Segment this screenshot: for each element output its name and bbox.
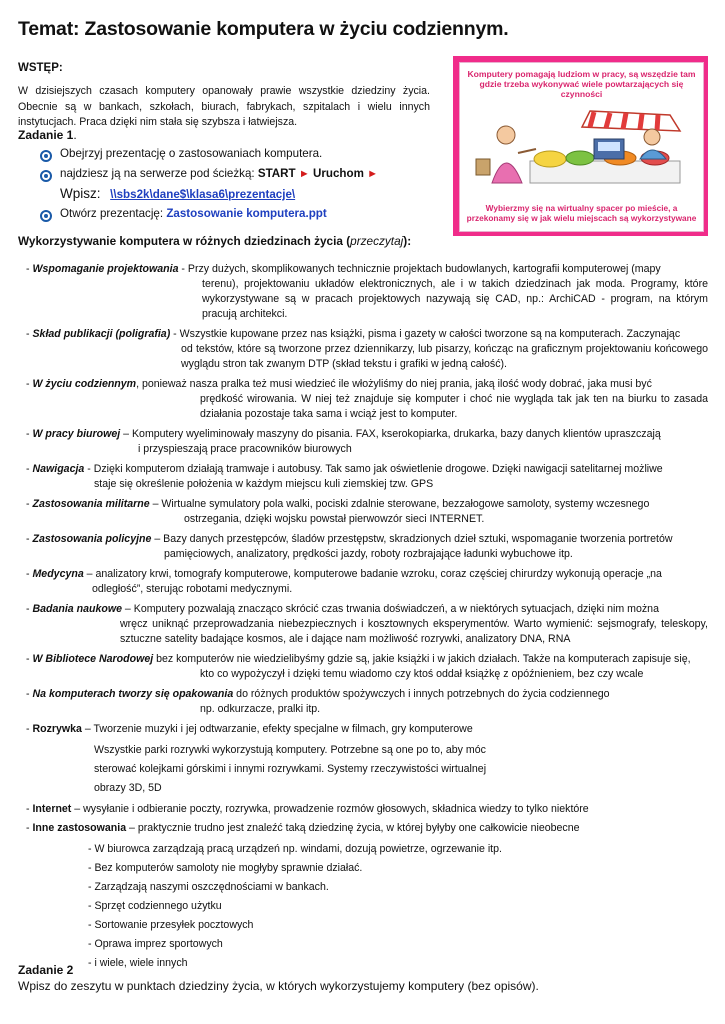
task2-text: Wpisz do zeszytu w punktach dziedziny życia, w których wykorzystujemy komputery (bez opisów). <box>18 979 539 993</box>
task2-title: Zadanie 2 <box>18 963 74 977</box>
list-item <box>26 497 708 527</box>
list-item-term: Zastosowania policyjne <box>32 533 152 545</box>
list-item-term: W Bibliotece Narodowej <box>32 653 154 665</box>
list-item-description: od tekstów, które są tworzone przez dziennikarzy, lub pisarzy, kończąc na graficznym projektowaniu końcowego wyglądu stron tak zwanym DTP (skład tekstu i grafiki w jedną całość). <box>181 343 708 370</box>
server-path-link[interactable]: \\sbs2k\dane$\klasa6\prezentacje\ <box>110 188 296 201</box>
applications-list <box>26 262 708 973</box>
list-item <box>26 427 708 457</box>
list-item <box>26 462 708 492</box>
page-title: Temat: Zastosowanie komputera w życiu codziennym. <box>18 18 509 40</box>
start-label: START <box>257 167 296 180</box>
list-item-rozrywka: - Rozrywka – Tworzenie muzyki i jej odtwarzanie, efekty specjalne w filmach, gry komputerowe <box>26 723 473 735</box>
list-item-term: W życiu codziennym <box>32 378 137 390</box>
list-item-term: Badania naukowe <box>32 603 122 615</box>
list-item-first-line: - Zastosowania militarne – Wirtualne symulatory pola walki, pociski zdalnie sterowane, bezzałogowe samoloty, systemy wczesnego <box>26 498 650 510</box>
list-item-description: wręcz uniknąć przeprowadzania niebezpiecznych i kosztownych eksperymentów. Warto wymienić: sejsmografy, teleskopy, sztuczne satelity badające kosmos, ale i dające nam możliwość rozrywki, analizatory DNA, RNA <box>120 618 708 645</box>
arrow-right-icon: ► <box>298 168 310 180</box>
section-heading: Wykorzystywanie komputera w różnych dziedzinach życia (przeczytaj): <box>18 234 412 248</box>
illustration-card <box>453 56 708 236</box>
list-item-inne: - Inne zastosowania – praktycznie trudno jest znaleźć taką dziedzinę życia, w której byłyby one całkowicie nieobecne <box>26 822 580 834</box>
task1-title: Zadanie 1. <box>18 128 77 142</box>
list-item-term: Rozrywka <box>32 723 82 735</box>
sub-list-item: - Zarządzają naszymi oszczędnościami w bankach. <box>88 881 329 893</box>
list-item <box>26 602 708 647</box>
intro-heading: WSTĘP: <box>18 62 63 74</box>
list-item-description: i przyspieszają prace pracowników biurowych <box>138 443 352 455</box>
list-item <box>26 532 708 562</box>
list-item-term: Wspomaganie projektowania <box>32 263 179 275</box>
list-item-first-line: - Medycyna – analizatory krwi, tomografy komputerowe, komputerowe badanie wzroku, coraz częściej chirurdzy wykonują operacje „na <box>26 568 662 580</box>
list-item-first-line: - Zastosowania policyjne – Bazy danych przestępców, śladów przestępstw, skradzionych dzieł sztuki, wspomaganie tworzenia portretów <box>26 533 673 545</box>
task1-steps <box>40 144 378 224</box>
rozrywka-line: Wszystkie parki rozrywki wykorzystują komputery. Potrzebne są one po to, aby móc <box>94 744 486 756</box>
list-item <box>26 687 708 717</box>
sub-list-item: - Sortowanie przesyłek pocztowych <box>88 919 254 931</box>
list-item-term: Zastosowania militarne <box>32 498 150 510</box>
presentation-file-name: Zastosowanie komputera.ppt <box>166 207 327 220</box>
sub-list-item: - i wiele, wiele innych <box>88 957 188 969</box>
bullet-icon <box>40 210 52 222</box>
list-item-term: W pracy biurowej <box>32 428 121 440</box>
list-item <box>26 377 708 422</box>
list-item-first-line: - Wspomaganie projektowania - Przy dużych, skomplikowanych technicznie projektach budowlanych, kartografii komputerowej (mapy <box>26 263 661 275</box>
list-item-description: terenu), projektowaniu układów elektronicznych, ale i w takich dziedzinach jak moda. Programy, które wykorzystywane są w pracach projektowych nazywają się CAD, np.: ArchiCAD - program, na którym pracują architekci. <box>202 278 708 320</box>
arrow-right-icon: ► <box>367 168 378 180</box>
list-item-description: prędkość wirowania. W niej też znajduje się komputer i choć nie wygląda tak jak ten na biurku to zasada działania pozostaje taka sama i wciąż jest to komputer. <box>200 393 708 420</box>
intro-paragraph: W dzisiejszych czasach komputery opanowały prawie wszystkie dziedziny życia. Obecnie są w bankach, szkołach, biurach, fabrykach, szpitalach i wielu innych instytucjach. Praca dzięki nim stała się szybsza i łatwiejsza. <box>18 85 430 128</box>
list-item-first-line: - Skład publikacji (poligrafia) - Wszystkie kupowane przez nas książki, pisma i gazety w całości tworzone są na komputerach. Zaczynając <box>26 328 681 340</box>
list-item-first-line: - W Bibliotece Narodowej bez komputerów nie wiedzielibyśmy gdzie są, jakie książki i w jakich działach. Także na komputerach zapisuje się, <box>26 653 691 665</box>
list-item-description: odległość”, sterując robotami medycznymi. <box>92 583 293 595</box>
illustration-caption-top: Komputery pomagają ludziom w pracy, są wszędzie tam gdzie trzeba wykonywać wiele powtarzających się czynności <box>467 69 696 99</box>
task1-step-2: najdziesz ją na serwerze pod ścieżką: START ► Uruchom ► <box>40 164 378 184</box>
sub-list-item: - Oprawa imprez sportowych <box>88 938 223 950</box>
list-item <box>26 262 708 322</box>
list-item-term: Nawigacja <box>32 463 85 475</box>
list-item-description: pamięciowych, analizatory, prędkości jazdy, roboty rozbrajające ładunki wybuchowe itp. <box>164 548 573 560</box>
list-item-term: Internet <box>32 803 72 815</box>
rozrywka-line: obrazy 3D, 5D <box>94 782 162 794</box>
illustration-caption-bottom: Wybierzmy się na wirtualny spacer po mieście, a przekonamy się w jak wielu miejscach są wykorzystywane <box>466 203 697 223</box>
list-item-description: kto co wypożyczył i dzięki temu wiadomo czy ktoś oddał książkę z opóźnieniem, bez czy wcale <box>200 668 644 680</box>
list-item-first-line: - Nawigacja - Dzięki komputerom działają tramwaje i autobusy. Tak samo jak oświetlenie drogowe. Dzięki nawigacji satelitarnej możliwe <box>26 463 663 475</box>
computer-shopping-illustration <box>470 101 694 193</box>
list-item-term: Na komputerach tworzy się opakowania <box>32 688 234 700</box>
task1-step-3: Otwórz prezentację: Zastosowanie komputera.ppt <box>40 204 378 224</box>
list-item-description: np. odkurzacze, pralki itp. <box>200 703 321 715</box>
task1-step-1: Obejrzyj prezentację o zastosowaniach komputera. <box>40 144 378 164</box>
rozrywka-line: sterować kolejkami górskimi i innymi rozrywkami. Systemy rzeczywistości wirtualnej <box>94 763 487 775</box>
illustration-inner <box>459 62 704 232</box>
list-item-first-line: - Na komputerach tworzy się opakowania do różnych produktów spożywczych i innych potrzebnych do życia codziennego <box>26 688 610 700</box>
sub-list-item: - W biurowca zarządzają pracą urządzeń np. windami, dozują powietrze, ogrzewanie itp. <box>88 843 502 855</box>
list-item-internet: - Internet – wysyłanie i odbieranie poczty, rozrywka, prowadzenie rozmów głosowych, składnica wiedzy to tylko niektóre <box>26 803 589 815</box>
list-item-term: Skład publikacji (poligrafia) <box>32 328 171 340</box>
list-item-description: staje się określenie położenia w każdym miejscu kuli ziemskiej tzw. GPS <box>94 478 434 490</box>
list-item <box>26 327 708 372</box>
list-item <box>26 567 708 597</box>
list-item-term: Medycyna <box>32 568 84 580</box>
list-item-description: ostrzegania, dzięki wojsku powstał pierwowzór sieci INTERNET. <box>184 513 485 525</box>
sub-list-item: - Bez komputerów samoloty nie mogłyby sprawnie działać. <box>88 862 363 874</box>
task1-step-path <box>40 184 378 204</box>
list-item-term: Inne zastosowania <box>32 822 127 834</box>
uruchom-label: Uruchom <box>312 167 364 180</box>
wpisz-label: Wpisz: <box>60 186 101 201</box>
list-item-first-line: - W pracy biurowej – Komputery wyeliminowały maszyny do pisania. FAX, kserokopiarka, drukarka, bazy danych klientów upraszczają <box>26 428 661 440</box>
list-item <box>26 652 708 682</box>
list-item-first-line: - W życiu codziennym, ponieważ nasza pralka też musi wiedzieć ile włożyliśmy do niej prania, jaką ilość wody dobrać, jaka musi być <box>26 378 652 390</box>
list-item-first-line: - Badania naukowe – Komputery pozwalają znacząco skrócić czas trwania doświadczeń, a w niektórych sytuacjach, dzięki nim można <box>26 603 659 615</box>
bullet-icon <box>40 170 52 182</box>
sub-list-item: - Sprzęt codziennego użytku <box>88 900 222 912</box>
bullet-icon <box>40 150 52 162</box>
